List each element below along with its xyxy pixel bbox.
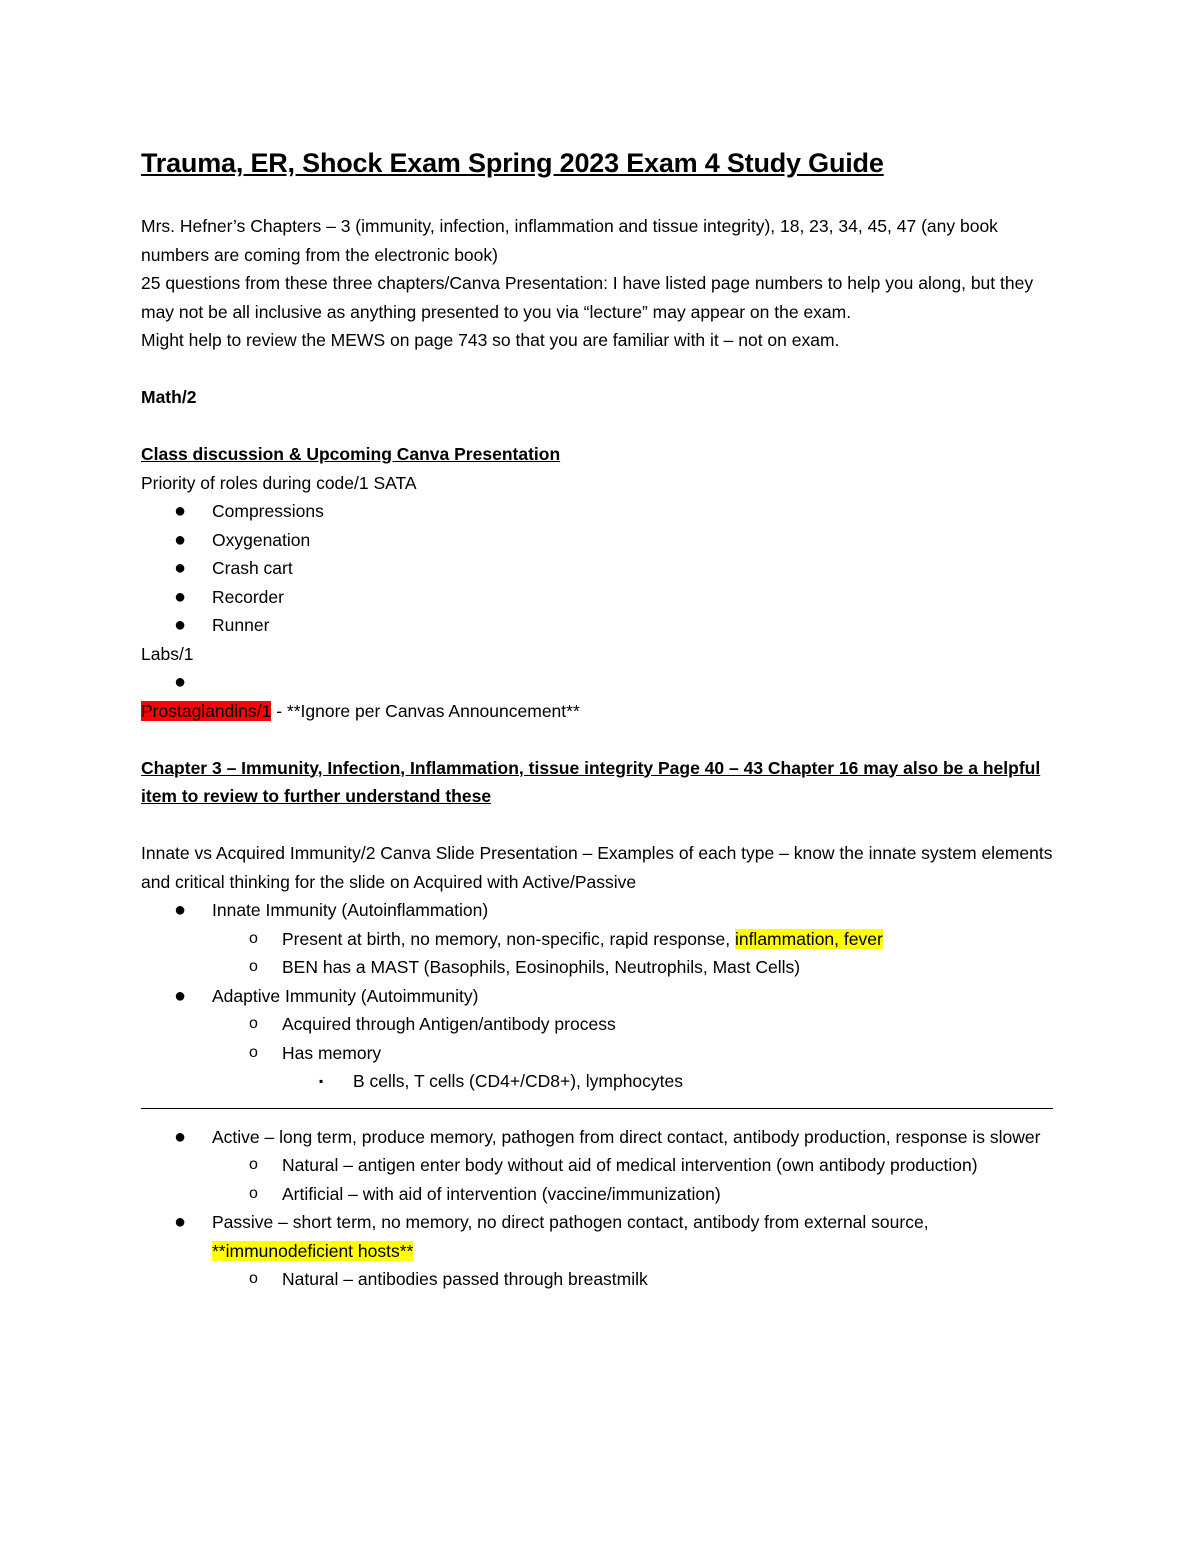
innate-mnemonic: BEN has a MAST (Basophils, Eosinophils, Neutrophils, Mast Cells)	[282, 957, 801, 977]
bullet-icon: ●	[174, 984, 187, 1007]
list-item	[141, 1039, 1056, 1068]
spacer	[141, 811, 1056, 840]
role-label: Runner	[212, 615, 270, 635]
active-artificial: Artificial – with aid of intervention (vaccine/immunization)	[282, 1183, 721, 1204]
active-label: Active – long term, produce memory, pathogen from direct contact, antibody production, response is slower	[212, 1126, 1041, 1147]
intro-questions: 25 questions from these three chapters/Canva Presentation: I have listed page numbers to help you along, but they may not be all inclusive as anything presented to you via “lecture” may appear on the exam.	[141, 273, 1034, 322]
roles-list	[141, 497, 1056, 640]
role-label: Compressions	[212, 501, 324, 521]
spacer	[141, 412, 1056, 441]
bullet-icon: ●	[174, 528, 187, 551]
bullet-icon: ●	[174, 671, 187, 693]
list-item	[141, 1265, 1056, 1294]
intro-mews: Might help to review the MEWS on page 743 so that you are familiar with it – not on exam.	[141, 330, 840, 350]
list-item	[141, 1123, 1056, 1152]
innate-highlight: inflammation, fever	[734, 928, 883, 949]
circle-bullet-icon: o	[249, 929, 258, 947]
bullet-icon: ●	[174, 557, 187, 579]
labs-list	[141, 668, 1056, 697]
spacer	[141, 725, 1056, 754]
bullet-icon: ●	[174, 899, 187, 921]
passive-label: Passive – short term, no memory, no direct pathogen contact, antibody from external source,	[212, 1212, 929, 1232]
list-item	[141, 526, 1056, 555]
list-item	[141, 583, 1056, 612]
adaptive-label: Adaptive Immunity (Autoimmunity)	[212, 985, 479, 1006]
priority-roles-label: Priority of roles during code/1 SATA	[141, 472, 417, 493]
list-item	[141, 497, 1056, 526]
role-label: Crash cart	[212, 558, 293, 578]
bullet-icon: ●	[174, 614, 187, 636]
active-natural: Natural – antigen enter body without aid of medical intervention (own antibody production)	[282, 1155, 978, 1175]
chapter3-intro: Innate vs Acquired Immunity/2 Canva Slide Presentation – Examples of each type – know the innate system elements and critical thinking for the slide on Acquired with Active/Passive	[141, 843, 1053, 892]
list-item	[141, 1067, 1056, 1096]
document-body	[141, 144, 1056, 1294]
role-label: Oxygenation	[212, 529, 311, 550]
prostaglandins-note: - **Ignore per Canvas Announcement**	[271, 700, 580, 721]
labs-label: Labs/1	[141, 643, 194, 664]
list-item-empty	[141, 668, 1056, 697]
list-item	[141, 925, 1056, 954]
bullet-icon: ●	[174, 1211, 187, 1233]
circle-bullet-icon: o	[249, 1043, 258, 1061]
math-heading: Math/2	[141, 387, 197, 407]
active-passive-list	[141, 1123, 1056, 1294]
horizontal-divider	[141, 1108, 1053, 1109]
list-item	[141, 896, 1056, 925]
circle-bullet-icon: o	[249, 1015, 258, 1032]
list-item	[141, 1180, 1056, 1209]
circle-bullet-icon: o	[249, 1270, 258, 1287]
bullet-icon: ●	[174, 500, 187, 522]
list-item	[141, 611, 1056, 640]
immunity-list	[141, 896, 1056, 1096]
circle-bullet-icon: o	[249, 1184, 258, 1202]
innate-detail: Present at birth, no memory, non-specific, rapid response,	[282, 928, 735, 949]
passive-highlight: **immunodeficient hosts**	[212, 1240, 414, 1261]
bullet-icon: ●	[174, 1125, 187, 1148]
bullet-icon: ●	[174, 585, 187, 608]
role-label: Recorder	[212, 586, 284, 607]
spacer	[141, 355, 1056, 384]
list-item	[141, 953, 1056, 982]
list-item	[141, 1208, 1056, 1265]
list-item	[141, 1010, 1056, 1039]
list-item	[141, 554, 1056, 583]
list-item	[141, 982, 1056, 1011]
adaptive-detail: Acquired through Antigen/antibody process	[282, 1014, 616, 1034]
document-title: Trauma, ER, Shock Exam Spring 2023 Exam 4 Study Guide	[141, 148, 884, 178]
chapter3-heading: Chapter 3 – Immunity, Infection, Inflammation, tissue integrity Page 40 – 43 Chapter 16 may also be a helpful item to review to further understand these	[141, 757, 1041, 806]
innate-label: Innate Immunity (Autoinflammation)	[212, 900, 489, 920]
adaptive-memory: Has memory	[282, 1042, 382, 1063]
square-bullet-icon: ▪	[319, 1074, 324, 1088]
prostaglandins-line	[141, 697, 1056, 726]
class-discussion-heading: Class discussion & Upcoming Canva Presentation	[141, 444, 561, 464]
circle-bullet-icon: o	[249, 1156, 258, 1173]
adaptive-cells: B cells, T cells (CD4+/CD8+), lymphocytes	[353, 1071, 684, 1091]
circle-bullet-icon: o	[249, 958, 258, 975]
prostaglandins-highlight: Prostaglandins/1	[141, 700, 272, 721]
list-item	[141, 1151, 1056, 1180]
passive-natural: Natural – antibodies passed through breastmilk	[282, 1269, 648, 1289]
intro-chapters: Mrs. Hefner’s Chapters – 3 (immunity, infection, inflammation and tissue integrity), 18, 23, 34, 45, 47 (any book numbers are coming from the electronic book)	[141, 216, 998, 265]
